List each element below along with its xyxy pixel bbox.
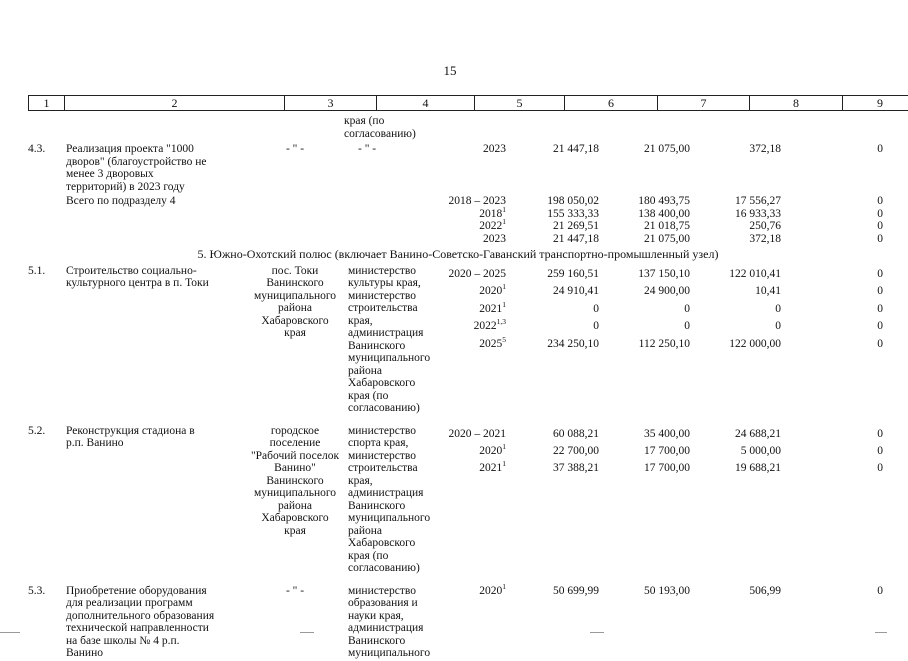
table-row [28,416,888,576]
location-cell: - " - [246,141,344,194]
location-cell: пос. Токи Ванинского муниципального района Хабаровского края [246,264,344,416]
scan-artifact [300,632,314,633]
measure-name: Приобретение оборудования для реализации программ дополнительного образования технической направленности на базе школы № 4 р.п. Ванино [66,576,246,661]
other-amount: 0 [781,141,888,194]
regional-amount: 180 493,75 138 400,00 21 018,75 21 075,00 [599,194,690,246]
local-amount: 122 010,41 10,41 0 0 122 000,00 [690,264,781,416]
row-number: 5.3. [28,576,66,661]
col-header-3: 3 [285,96,377,111]
program-table [28,116,888,661]
measure-name: Реализация проекта "1000 дворов" (благоустройство не менее 3 дворовых территорий) в 2023 году [66,141,246,194]
other-amount: 0 [781,576,888,661]
table-row [28,576,888,661]
subtotal-label: Всего по подразделу 4 [66,194,444,246]
column-header-row [28,95,908,111]
section-heading-row [28,246,888,264]
row-number: 5.1. [28,264,66,416]
row-number: 5.2. [28,416,66,576]
local-amount: 372,18 [690,141,781,194]
col-header-5: 5 [475,96,565,111]
year-cell: 2020 – 2021 2020$^1$ 2021$^1$ [444,416,508,576]
regional-amount: 137 150,10 24 900,00 0 0 112 250,10 [599,264,690,416]
scan-artifact [875,632,887,633]
measure-name: Строительство социально- культурного центра в п. Токи [66,264,246,416]
col-header-1: 1 [29,96,65,111]
row-number: 4.3. [28,141,66,194]
section-title: 5. Южно-Охотский полюс (включает Ванино-Советско-Гаванский транспортно-промышленный узел) [28,246,888,264]
col-header-8: 8 [750,96,843,111]
total-amount: 259 160,51 24 910,41 0 0 234 250,10 [508,264,599,416]
col-header-4: 4 [377,96,475,111]
total-amount: 50 699,99 [508,576,599,661]
col-header-6: 6 [565,96,658,111]
other-amount: 0 0 0 [781,416,888,576]
year-cell: 2020 – 2025 2020$^1$ 2021$^1$ 2022$^{1,3}$ 2025$^5$ [444,264,508,416]
other-amount: 0 0 0 0 [781,194,888,246]
local-amount: 506,99 [690,576,781,661]
responsible-cell: края (по согласованию) [344,116,444,141]
regional-amount: 50 193,00 [599,576,690,661]
page-number: 15 [0,63,900,79]
responsible-cell: министерство культуры края, министерство строительства края, администрация Ванинского муниципального района Хабаровского края (по согласованию) [344,264,444,416]
table-row [28,116,888,141]
regional-amount: 21 075,00 [599,141,690,194]
total-amount: 21 447,18 [508,141,599,194]
responsible-cell: министерство образования и науки края, администрация Ванинского муниципального [344,576,444,661]
year-cell: 2020$^1$ [444,576,508,661]
local-amount: 24 688,21 5 000,00 19 688,21 [690,416,781,576]
subtotal-row [28,194,888,246]
col-header-2: 2 [65,96,285,111]
scan-artifact [590,632,604,633]
table-row [28,141,888,194]
measure-name: Реконструкция стадиона в р.п. Ванино [66,416,246,576]
local-amount: 17 556,27 16 933,33 250,76 372,18 [690,194,781,246]
location-cell: городское поселение "Рабочий поселок Ванино" Ванинского муниципального района Хабаровского края [246,416,344,576]
responsible-cell: министерство спорта края, министерство строительства края, администрация Ванинского муниципального района Хабаровского края (по согласованию) [344,416,444,576]
total-amount: 60 088,21 22 700,00 37 388,21 [508,416,599,576]
regional-amount: 35 400,00 17 700,00 17 700,00 [599,416,690,576]
year-cell: 2018 – 2023 2018$^1$ 2022$^1$ 2023 [444,194,508,246]
year-cell: 2023 [444,141,508,194]
location-cell: - " - [246,576,344,661]
responsible-cell: - " - [344,141,444,194]
total-amount: 198 050,02 155 333,33 21 269,51 21 447,18 [508,194,599,246]
col-header-9: 9 [843,96,908,111]
table-row [28,264,888,416]
scan-artifact [0,632,20,633]
col-header-7: 7 [658,96,750,111]
other-amount: 0 0 0 0 0 [781,264,888,416]
